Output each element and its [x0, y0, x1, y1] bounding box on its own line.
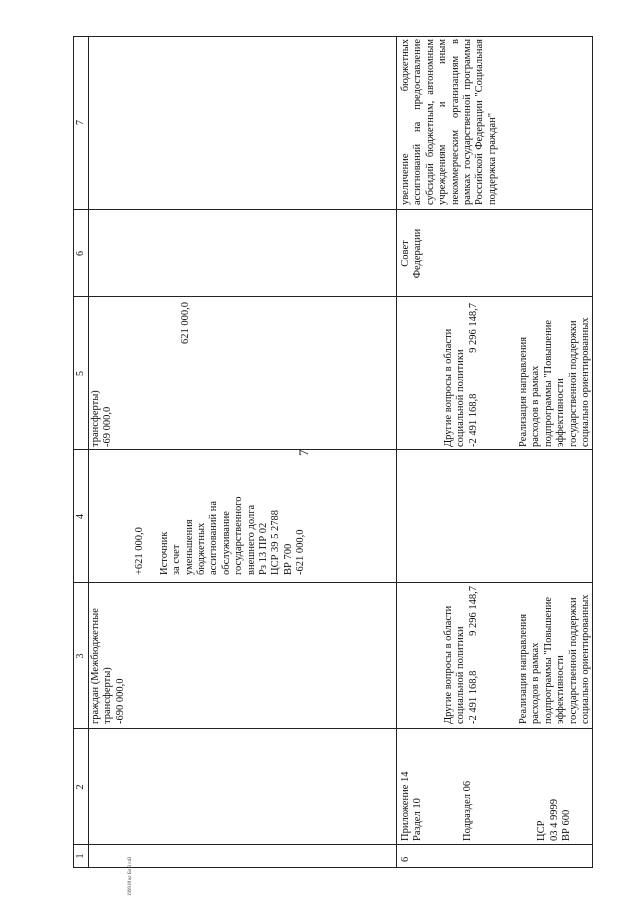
row6-col2: Приложение 14 Раздел 10 Подраздел 06 ЦСР 03 4 9999 ВР 600 — [400, 771, 573, 841]
row6-col3-amount: 9 296 148,7 — [468, 586, 479, 636]
top-row-col4: +621 000,0 Источник за счет уменьшения бюджетных ассигнований на обслуживание государственного внешнего долга Рз 13 ПР 02 ЦСР 39 5 2788 ВР 700 -621 000,0 — [134, 496, 307, 575]
col-header-6: 6 — [75, 251, 86, 256]
row6-col6: Совет Федерации — [400, 228, 424, 279]
top-row-col5-amount: 621 000,0 — [180, 302, 191, 344]
col-header-7: 7 — [75, 120, 86, 125]
top-row-col5: трансферты) -69 000,0 — [90, 390, 114, 447]
row6-col5-title: Другие вопросы в области социальной политики -2 491 168,8 — [443, 328, 479, 447]
row6-col5-amount: 9 296 148,7 — [468, 303, 479, 353]
top-row-col3: граждан (Межбюджетные трансферты) -690 000,0 — [90, 608, 126, 724]
row6-col7: увеличение бюджетных ассигнований на предоставление субсидий бюджетным, автономным учреждениям и иным некоммерческим организациям в рамках государственной программы Российской Федерации "Социальная поддержка граждан" — [400, 39, 498, 205]
amendments-table — [73, 36, 593, 868]
col-header-3: 3 — [75, 653, 86, 659]
row6-col3-desc: Реализация направления расходов в рамках подпрограммы "Повышение эффективности государственной поддержки социально ориентированных — [518, 594, 592, 724]
col-header-5: 5 — [75, 371, 86, 376]
col-header-2: 2 — [75, 784, 86, 790]
col-header-4: 4 — [75, 514, 86, 519]
col-header-1: 1 — [75, 853, 86, 859]
page-number: 7 — [296, 449, 311, 456]
footer-code: 199918 кс Бл 3 г43 — [128, 856, 133, 896]
row6-col3-title: Другие вопросы в области социальной политики -2 491 168,8 — [443, 605, 479, 724]
row6-number: 6 — [400, 856, 411, 862]
row6-col5-desc: Реализация направления расходов в рамках подпрограммы "Повышение эффективности государственной поддержки социально ориентированных — [518, 317, 592, 447]
